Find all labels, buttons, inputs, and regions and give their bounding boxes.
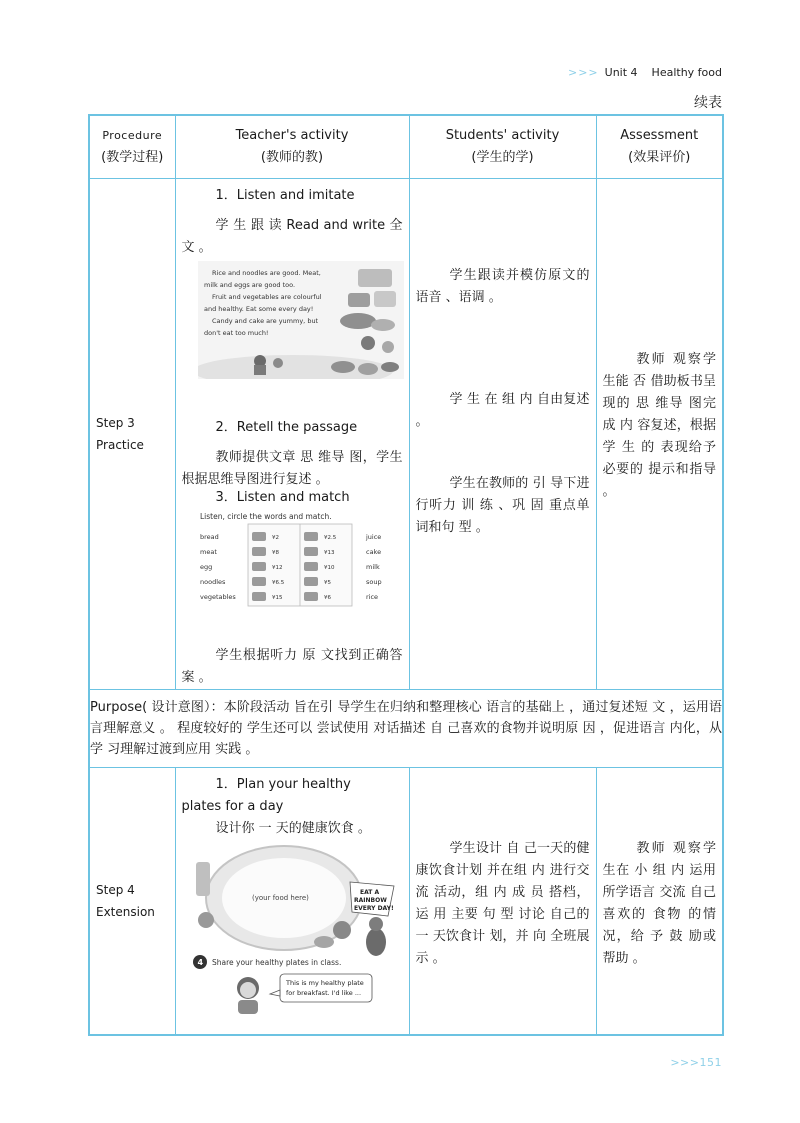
header-procedure (89, 115, 175, 179)
step4-label (89, 768, 175, 1036)
step3-students-cell (409, 179, 596, 690)
match-right-word: soup (365, 578, 382, 586)
step3-students-text-1: 学生跟读并模仿原文的语音 、语调 。 (415, 268, 590, 305)
food-thumbnail (252, 592, 266, 601)
match-left-price: ¥8 (271, 550, 279, 556)
food-thumbnail (304, 562, 318, 571)
match-right-price: ¥13 (323, 550, 334, 556)
match-left-price: ¥12 (271, 565, 282, 571)
step3-item2-text: 教师提供文章 思 维导 图，学生根据思维导图进行复述 。 (181, 450, 403, 487)
match-left-word: vegetables (199, 593, 236, 601)
step3-assessment-cell (596, 179, 723, 690)
passage-line-3: Fruit and vegetables are colourful (211, 293, 322, 301)
listen-match-illustration (196, 507, 402, 607)
header-teacher (175, 115, 409, 179)
passage-line-6: don't eat too much! (203, 329, 269, 337)
passage-line-2: milk and eggs are good too. (203, 281, 295, 289)
step3-assessment-text: 教师 观察学生能 否 借助板书呈现的 思 维导 图完成 内 容复述，根据 学 生 的 表现给予 必要的 提示和指导 。 (602, 352, 716, 499)
lesson-plan-table (88, 114, 724, 1036)
match-right-price: ¥2.5 (323, 535, 336, 541)
match-left-word: noodles (199, 578, 225, 586)
step4-item1-title-b: plates for a day (181, 799, 284, 814)
header-students-cn: (学生的学) (471, 150, 534, 165)
food-thumbnail (252, 532, 266, 541)
step3-label (89, 179, 175, 690)
step4-item1-title-a: 1．Plan your healthy (215, 777, 351, 792)
step4-label-line1: Step 4 (96, 883, 135, 897)
header-procedure-en: Procedure (102, 129, 163, 142)
header-students-en: Students' activity (445, 128, 560, 143)
reading-passage-illustration (198, 261, 404, 379)
match-left-price: ¥2 (271, 535, 279, 541)
match-right-price: ¥10 (323, 565, 334, 571)
plate-label: (your food here) (251, 894, 309, 902)
purpose-text: Purpose( 设计意图）：本阶段活动 旨在引 导学生在归纳和整理核心 语言的基础上 ，通过复述短 文 ，运用语言理解意义 。 程度较好的 学生还可以 尝试使用 对话描述 自 己喜欢的食物并说明原 因 ，促进语言 内化，从学 习理解过渡到应用 实践 。 (89, 690, 723, 768)
match-left-word: meat (199, 548, 217, 556)
step3-label-line1: Step 3 (96, 416, 135, 430)
step3-row (89, 179, 723, 690)
purpose-row (89, 690, 723, 768)
step3-students-text-2: 学 生 在 组 内 自由复述 。 (415, 392, 590, 429)
share-text: Share your healthy plates in class. (211, 958, 341, 967)
step3-teacher-cell (175, 179, 409, 690)
match-right-word: milk (365, 563, 380, 571)
running-head (568, 66, 722, 79)
header-assessment-cn: (效果评价) (628, 150, 691, 165)
step3-item2-title: 2．Retell the passage (215, 420, 358, 435)
step4-item1-text: 设计你 一 天的健康饮食 。 (215, 821, 371, 836)
running-head-arrows: >>> (568, 66, 599, 79)
step3-students-text-3: 学生在教师的 引 导下进行听力 训 练 、巩 固 重点单词和句 型 。 (415, 476, 590, 535)
header-teacher-cn: (教师的教) (260, 150, 324, 165)
step3-item1-text: 学 生 跟 读 Read and write 全文 。 (181, 218, 403, 255)
table-header-row (89, 115, 723, 179)
match-left-word: bread (199, 533, 219, 541)
match-right-price: ¥6 (323, 595, 331, 601)
food-thumbnail (304, 592, 318, 601)
passage-line-4: and healthy. Eat some every day! (203, 305, 313, 313)
match-right-word: cake (365, 548, 381, 556)
food-thumbnail (252, 577, 266, 586)
badge-line-2: RAINBOW (353, 897, 387, 904)
step3-item3-text: 学生根据听力 原 文找到正确答案 。 (181, 648, 403, 685)
step4-assessment-cell (596, 768, 723, 1036)
step4-students-cell (409, 768, 596, 1036)
header-procedure-cn: (教学过程) (101, 150, 164, 165)
match-right-word: rice (365, 593, 378, 601)
step4-row (89, 768, 723, 1036)
bubble-line-2: for breakfast. I'd like ... (285, 989, 361, 997)
step3-item3-title: 3．Listen and match (215, 490, 350, 505)
match-left-price: ¥15 (271, 595, 282, 601)
header-assessment (596, 115, 723, 179)
food-thumbnail (304, 547, 318, 556)
passage-line-5: Candy and cake are yummy, but (211, 317, 318, 325)
healthy-plate-illustration (192, 842, 402, 1014)
food-thumbnail (252, 562, 266, 571)
match-header: Listen, circle the words and match. (199, 512, 332, 521)
unit-label: Unit 4 (604, 66, 638, 79)
header-students (409, 115, 596, 179)
step4-label-line2: Extension (96, 905, 155, 919)
food-thumbnail (304, 532, 318, 541)
food-thumbnail (304, 577, 318, 586)
bubble-line-1: This is my healthy plate (285, 979, 364, 987)
passage-line-1: Rice and noodles are good. Meat, (211, 269, 321, 277)
header-teacher-en: Teacher's activity (235, 128, 349, 143)
match-right-word: juice (365, 533, 381, 541)
unit-title: Healthy food (651, 66, 722, 79)
step4-teacher-cell (175, 768, 409, 1036)
step4-assessment-text: 教师 观察学生在 小 组 内 运用所学语言 交流 自己喜欢的 食物 的情 况，给 予 鼓 励或帮助 。 (602, 841, 716, 966)
badge-line-3: EVERY DAY! (353, 905, 394, 912)
step3-label-line2: Practice (96, 438, 144, 452)
header-assessment-en: Assessment (620, 128, 699, 143)
share-number: 4 (197, 958, 203, 967)
match-left-price: ¥6.5 (271, 580, 284, 586)
step4-students-text: 学生设计 自 己一天的健康饮食计划 并在组 内 进行交流 活动，组 内 成 员 搭档，运 用 主要 句 型 讨论 自己的 一 天饮食计 划，并 向 全班展示 。 (415, 841, 590, 966)
continued-label: 续表 (694, 95, 722, 111)
match-right-price: ¥5 (323, 580, 331, 586)
food-thumbnail (252, 547, 266, 556)
page-number: >>>151 (670, 1056, 722, 1069)
badge-line-1: EAT A (359, 889, 379, 896)
step3-item1-title: 1．Listen and imitate (215, 188, 355, 203)
match-left-word: egg (199, 563, 212, 571)
